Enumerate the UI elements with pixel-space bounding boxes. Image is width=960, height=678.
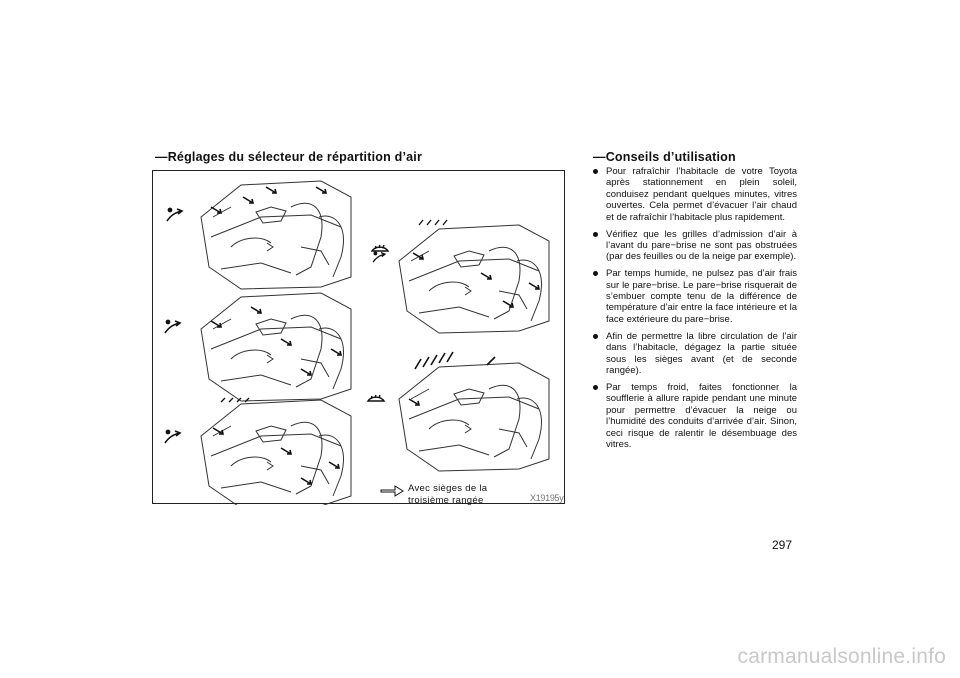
tip-item: Par temps humide, ne pulsez pas d’air frais sur le pare−brise. Le pare−brise risquerait de s’embuer compte tenu de la différence de température d’air entre la face intérieure et la face extérieure du pare−brise. [592,268,797,325]
cabin-diagram-face [201,181,351,289]
operating-tips-heading: —Conseils d’utilisation [593,150,736,164]
figure-code: X19195y [530,493,564,503]
tip-item: Par temps froid, faites fonctionner la soufflerie à allure rapide pendant une minute pour permettre d’évacuer la neige ou l’humidité des conduits d’arrivée d’air. Sinon, ceci risque de ralentir le désembuage des vitres. [592,382,797,450]
foot-vent-icon [165,430,180,443]
page-number: 297 [772,538,793,552]
tip-item: Afin de permettre la libre circulation de l’air dans l’habitacle, dégagez la partie située sous les sièges avant (et de seconde rangée). [592,331,797,377]
airflow-diagrams [153,171,566,505]
face-vent-icon [167,208,182,221]
airflow-selector-heading: —Réglages du sélecteur de répartition d’air [155,150,423,164]
figure-caption: Avec sièges de la troisième rangée [408,483,488,506]
third-row-seat-arrow-icon [381,486,403,496]
site-watermark: carmanualsonline.info [737,645,946,668]
operating-tips-list [592,166,797,456]
tip-item: Vérifiez que les grilles d’admission d’air à l’avant du pare−brise ne sont pas obstruées (par des feuilles ou de la neige par exemple). [592,229,797,263]
cabin-diagram-foot [201,398,351,505]
tip-item: Pour rafraîchir l’habitacle de votre Toyota après stationnement en plein soleil, conduisez pendant quelques minutes, vitres ouvertes. Cela permet d’évacuer l’air chaud et de rafraîchir l’habitacle plus rapidement. [592,166,797,223]
cabin-diagram-defrost [399,352,549,471]
foot-defrost-vent-icon [372,245,388,262]
bilevel-vent-icon [165,320,180,333]
airflow-illustration [152,170,565,504]
defrost-vent-icon [368,395,384,401]
cabin-diagram-bilevel [201,293,351,401]
cabin-diagram-foot-defrost [399,220,549,333]
